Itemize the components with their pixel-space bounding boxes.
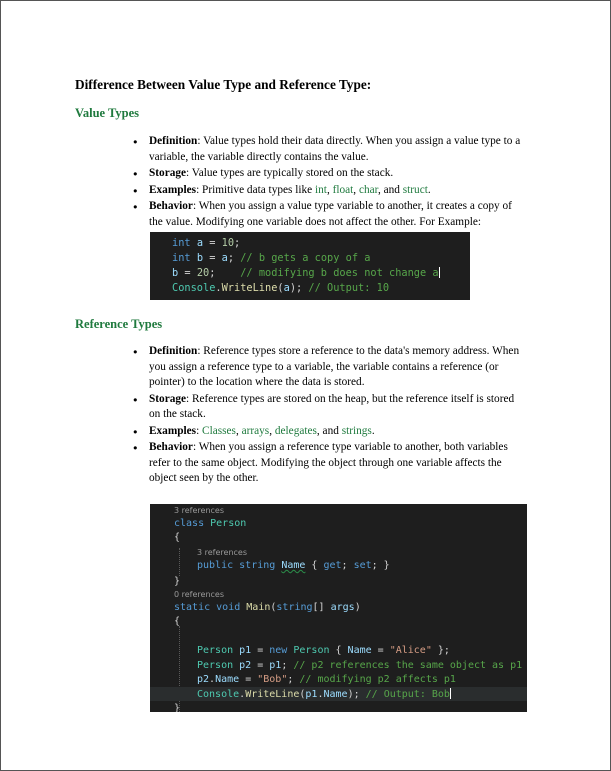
text-cursor: [450, 688, 451, 699]
code-line: Console.WriteLine(a); // Output: 10: [172, 282, 390, 294]
example-delegates: delegates: [274, 424, 317, 437]
item-text: : Reference types store a reference to the data's memory address. When you assign a reference type to a variable, the variable contains a reference (or pointer) to the location where the data is stored.: [149, 345, 520, 388]
code-line: int b = a; // b gets a copy of a: [172, 252, 371, 264]
code-line: p2.Name = "Bob"; // modifying p2 affects p1: [197, 674, 456, 685]
value-types-list: [131, 134, 521, 231]
example-strings: strings: [341, 424, 372, 437]
term-label: Definition: [149, 345, 198, 357]
term-label: Behavior: [149, 200, 193, 212]
code-line: Person p1 = new Person { Name = "Alice" };: [197, 645, 450, 656]
sep: ,: [235, 424, 242, 437]
code-line: {: [174, 532, 181, 543]
section-heading-value-types: Value Types: [75, 106, 140, 120]
list-item-examples: [131, 424, 521, 440]
term-label: Storage: [149, 392, 187, 405]
list-item-definition: [131, 134, 521, 165]
item-text: : Value types hold their data directly. When you assign a value type to a variable, the variable directly contains the value.: [149, 135, 521, 163]
code-block-reference-types: [150, 504, 527, 712]
text-cursor: [439, 267, 440, 278]
section-heading-reference-types: Reference Types: [75, 317, 163, 331]
codelens-references[interactable]: 3 references: [174, 506, 224, 515]
list-item-definition: [131, 344, 521, 391]
indent-guide: [179, 548, 180, 576]
list-item-examples: [131, 183, 521, 199]
code-line: }: [174, 703, 181, 712]
sep: , and: [377, 183, 403, 196]
item-text: : Reference types are stored on the heap, but the reference itself is stored on the stack.: [149, 392, 515, 420]
code-line: }: [174, 576, 181, 587]
code-line: {: [174, 616, 181, 627]
example-int: int: [315, 183, 327, 196]
code-block-value-types: [150, 232, 470, 300]
end: .: [371, 424, 375, 437]
example-float: float: [332, 183, 354, 196]
list-item-behavior: [131, 199, 521, 230]
example-struct: struct: [402, 183, 428, 196]
example-classes: Classes: [202, 424, 236, 437]
code-line: public string Name { get; set; }: [197, 560, 390, 571]
term-label: Storage: [149, 167, 187, 179]
item-text: : Value types are typically stored on the stack.: [186, 167, 394, 179]
reference-types-list: [131, 344, 521, 488]
page-title: Difference Between Value Type and Reference Type:: [75, 77, 372, 92]
sep: ,: [326, 183, 333, 196]
example-arrays: arrays: [241, 424, 270, 437]
code-line: Console.WriteLine(p1.Name); // Output: Bob: [197, 689, 450, 700]
list-item-storage: [131, 392, 521, 423]
code-line: b = 20; // modifying b does not change a: [172, 267, 439, 279]
sep: ,: [353, 183, 359, 196]
code-line: int a = 10;: [172, 237, 241, 249]
code-line: class Person: [174, 518, 247, 529]
term-label: Examples: [149, 424, 197, 437]
term-label: Definition: [149, 135, 198, 147]
code-line: static void Main(string[] args): [174, 602, 361, 613]
item-text: : When you assign a reference type variable to another, both variables refer to the same object. Modifying the object through one variable affects the object seen by the other.: [149, 441, 508, 484]
term-label: Examples: [149, 183, 197, 196]
example-char: char: [358, 183, 378, 196]
code-line: Person p2 = p1; // p2 references the same object as p1: [197, 660, 523, 671]
term-label: Behavior: [149, 441, 193, 453]
item-text: : When you assign a value type variable to another, it creates a copy of the value. Modifying one variable does not affect the other. For Example:: [149, 200, 512, 228]
list-item-behavior: [131, 440, 521, 487]
sep: , and: [316, 424, 342, 437]
item-text: : Primitive data types like: [196, 183, 315, 196]
sep: ,: [269, 424, 275, 437]
end: .: [427, 183, 431, 196]
item-text: :: [196, 424, 203, 437]
codelens-references[interactable]: 0 references: [174, 590, 224, 599]
list-item-storage: [131, 166, 521, 182]
codelens-references[interactable]: 3 references: [197, 548, 247, 557]
